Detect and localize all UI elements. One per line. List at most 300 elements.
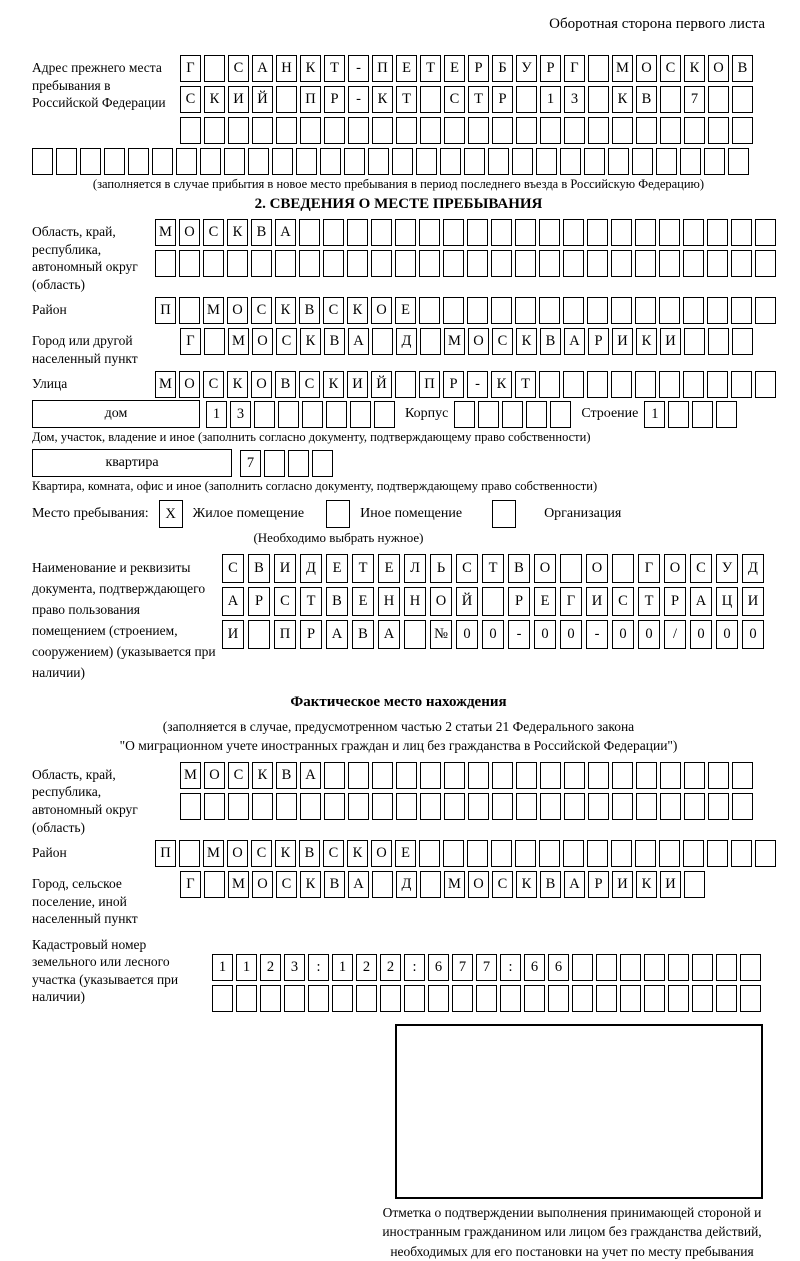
char-box[interactable] [395, 371, 416, 398]
char-box[interactable] [516, 762, 537, 789]
char-box[interactable] [228, 117, 249, 144]
char-box[interactable]: 1 [206, 401, 227, 428]
char-box[interactable]: О [204, 762, 225, 789]
char-box[interactable]: С [323, 840, 344, 867]
char-box[interactable] [443, 840, 464, 867]
char-box[interactable] [420, 762, 441, 789]
char-box[interactable]: 7 [240, 450, 261, 477]
char-box[interactable]: М [203, 297, 224, 324]
char-box[interactable]: Т [324, 55, 345, 82]
char-box[interactable]: О [468, 328, 489, 355]
char-box[interactable] [248, 148, 269, 175]
char-box[interactable]: Д [396, 871, 417, 898]
char-box[interactable] [419, 250, 440, 277]
char-box[interactable]: Р [248, 587, 270, 616]
char-box[interactable]: О [468, 871, 489, 898]
char-box[interactable] [203, 250, 224, 277]
char-box[interactable] [684, 762, 705, 789]
char-box[interactable]: В [326, 587, 348, 616]
char-box[interactable]: К [684, 55, 705, 82]
char-box[interactable] [323, 250, 344, 277]
char-box[interactable] [276, 117, 297, 144]
char-box[interactable]: П [274, 620, 296, 649]
char-box[interactable] [708, 86, 729, 113]
char-box[interactable]: О [586, 554, 608, 583]
char-box[interactable] [155, 250, 176, 277]
char-box[interactable]: В [299, 297, 320, 324]
char-box[interactable] [755, 840, 776, 867]
char-box[interactable]: Е [396, 55, 417, 82]
char-box[interactable]: 0 [534, 620, 556, 649]
char-box[interactable]: Р [324, 86, 345, 113]
char-box[interactable]: А [222, 587, 244, 616]
char-box[interactable]: М [155, 371, 176, 398]
char-box[interactable]: С [299, 371, 320, 398]
char-box[interactable]: Ц [716, 587, 738, 616]
char-box[interactable] [347, 250, 368, 277]
char-box[interactable] [344, 148, 365, 175]
char-box[interactable] [372, 871, 393, 898]
char-box[interactable] [278, 401, 299, 428]
char-box[interactable] [587, 297, 608, 324]
char-box[interactable] [347, 219, 368, 246]
char-box[interactable] [428, 985, 449, 1012]
char-box[interactable]: С [690, 554, 712, 583]
char-box[interactable]: К [372, 86, 393, 113]
char-box[interactable] [380, 985, 401, 1012]
char-box[interactable] [683, 219, 704, 246]
char-box[interactable]: К [636, 328, 657, 355]
char-box[interactable]: С [612, 587, 634, 616]
char-box[interactable] [419, 840, 440, 867]
char-box[interactable] [275, 250, 296, 277]
char-box[interactable]: С [492, 871, 513, 898]
char-box[interactable] [371, 219, 392, 246]
char-box[interactable]: К [300, 328, 321, 355]
char-box[interactable]: О [636, 55, 657, 82]
char-box[interactable]: Н [378, 587, 400, 616]
char-box[interactable] [636, 762, 657, 789]
char-box[interactable] [312, 450, 333, 477]
char-box[interactable] [540, 762, 561, 789]
char-box[interactable]: В [324, 328, 345, 355]
char-box[interactable] [707, 219, 728, 246]
char-box[interactable] [248, 620, 270, 649]
char-box[interactable]: Е [352, 587, 374, 616]
char-box[interactable]: К [300, 55, 321, 82]
char-box[interactable]: М [155, 219, 176, 246]
char-box[interactable] [731, 250, 752, 277]
char-box[interactable] [204, 117, 225, 144]
char-box[interactable] [611, 250, 632, 277]
char-box[interactable]: В [636, 86, 657, 113]
char-box[interactable] [302, 401, 323, 428]
char-box[interactable] [348, 762, 369, 789]
char-box[interactable]: О [430, 587, 452, 616]
char-box[interactable] [755, 371, 776, 398]
char-box[interactable]: 7 [684, 86, 705, 113]
char-box[interactable] [515, 219, 536, 246]
char-box[interactable]: : [500, 954, 521, 981]
char-box[interactable] [374, 401, 395, 428]
char-box[interactable]: К [491, 371, 512, 398]
char-box[interactable] [587, 371, 608, 398]
char-box[interactable]: - [348, 55, 369, 82]
char-box[interactable] [632, 148, 653, 175]
char-box[interactable]: М [444, 871, 465, 898]
char-box[interactable]: С [456, 554, 478, 583]
char-box[interactable] [492, 793, 513, 820]
char-box[interactable]: Р [588, 871, 609, 898]
char-box[interactable]: Г [180, 871, 201, 898]
char-box[interactable]: К [300, 871, 321, 898]
char-box[interactable]: О [252, 328, 273, 355]
char-box[interactable] [635, 297, 656, 324]
char-box[interactable] [491, 250, 512, 277]
char-box[interactable]: Г [638, 554, 660, 583]
char-box[interactable] [660, 86, 681, 113]
char-box[interactable]: 1 [644, 401, 665, 428]
char-box[interactable]: П [155, 297, 176, 324]
char-box[interactable]: 7 [476, 954, 497, 981]
char-box[interactable] [668, 985, 689, 1012]
char-box[interactable]: С [660, 55, 681, 82]
char-box[interactable]: В [251, 219, 272, 246]
char-box[interactable] [368, 148, 389, 175]
char-box[interactable] [620, 985, 641, 1012]
char-box[interactable] [395, 219, 416, 246]
char-box[interactable]: Т [482, 554, 504, 583]
char-box[interactable] [563, 250, 584, 277]
char-box[interactable] [200, 148, 221, 175]
char-box[interactable]: П [155, 840, 176, 867]
char-box[interactable]: Т [468, 86, 489, 113]
char-box[interactable] [443, 297, 464, 324]
char-box[interactable] [716, 954, 737, 981]
char-box[interactable] [323, 219, 344, 246]
checkbox-inoe[interactable] [326, 500, 350, 528]
char-box[interactable] [350, 401, 371, 428]
char-box[interactable] [491, 840, 512, 867]
char-box[interactable] [467, 840, 488, 867]
char-box[interactable]: К [516, 871, 537, 898]
char-box[interactable] [179, 840, 200, 867]
char-box[interactable] [755, 219, 776, 246]
char-box[interactable]: О [371, 297, 392, 324]
char-box[interactable]: К [323, 371, 344, 398]
char-box[interactable] [611, 219, 632, 246]
char-box[interactable]: Б [492, 55, 513, 82]
char-box[interactable] [707, 371, 728, 398]
char-box[interactable] [419, 219, 440, 246]
char-box[interactable]: С [274, 587, 296, 616]
char-box[interactable] [716, 401, 737, 428]
char-box[interactable] [454, 401, 475, 428]
char-box[interactable] [548, 985, 569, 1012]
char-box[interactable]: 1 [236, 954, 257, 981]
char-box[interactable]: Д [742, 554, 764, 583]
char-box[interactable]: Д [396, 328, 417, 355]
char-box[interactable] [539, 250, 560, 277]
char-box[interactable]: Е [378, 554, 400, 583]
char-box[interactable] [308, 985, 329, 1012]
char-box[interactable] [416, 148, 437, 175]
char-box[interactable]: С [251, 297, 272, 324]
char-box[interactable]: К [227, 371, 248, 398]
char-box[interactable] [252, 117, 273, 144]
char-box[interactable] [680, 148, 701, 175]
char-box[interactable] [635, 371, 656, 398]
char-box[interactable]: О [227, 840, 248, 867]
char-box[interactable] [276, 86, 297, 113]
char-box[interactable]: В [732, 55, 753, 82]
char-box[interactable] [732, 762, 753, 789]
char-box[interactable] [320, 148, 341, 175]
char-box[interactable] [179, 250, 200, 277]
char-box[interactable]: О [227, 297, 248, 324]
char-box[interactable] [684, 871, 705, 898]
char-box[interactable] [732, 117, 753, 144]
char-box[interactable] [356, 985, 377, 1012]
char-box[interactable] [478, 401, 499, 428]
char-box[interactable]: С [203, 219, 224, 246]
char-box[interactable] [612, 762, 633, 789]
char-box[interactable] [516, 793, 537, 820]
char-box[interactable] [660, 762, 681, 789]
char-box[interactable] [540, 793, 561, 820]
char-box[interactable]: : [404, 954, 425, 981]
char-box[interactable] [512, 148, 533, 175]
char-box[interactable]: У [716, 554, 738, 583]
char-box[interactable] [587, 840, 608, 867]
char-box[interactable]: А [300, 762, 321, 789]
char-box[interactable] [596, 985, 617, 1012]
char-box[interactable] [636, 117, 657, 144]
char-box[interactable] [452, 985, 473, 1012]
char-box[interactable] [252, 793, 273, 820]
char-box[interactable]: Й [371, 371, 392, 398]
char-box[interactable] [467, 219, 488, 246]
char-box[interactable]: В [275, 371, 296, 398]
char-box[interactable] [755, 250, 776, 277]
char-box[interactable]: Г [560, 587, 582, 616]
char-box[interactable]: В [248, 554, 270, 583]
char-box[interactable]: 3 [284, 954, 305, 981]
char-box[interactable] [683, 371, 704, 398]
char-box[interactable] [659, 840, 680, 867]
char-box[interactable]: 7 [452, 954, 473, 981]
char-box[interactable]: 3 [564, 86, 585, 113]
char-box[interactable] [550, 401, 571, 428]
char-box[interactable]: И [612, 328, 633, 355]
char-box[interactable]: 2 [380, 954, 401, 981]
char-box[interactable] [588, 55, 609, 82]
char-box[interactable] [564, 793, 585, 820]
char-box[interactable] [468, 793, 489, 820]
char-box[interactable]: С [276, 871, 297, 898]
char-box[interactable]: С [276, 328, 297, 355]
char-box[interactable] [524, 985, 545, 1012]
char-box[interactable]: О [534, 554, 556, 583]
char-box[interactable]: О [371, 840, 392, 867]
char-box[interactable] [444, 793, 465, 820]
char-box[interactable] [260, 985, 281, 1012]
char-box[interactable] [636, 793, 657, 820]
char-box[interactable] [692, 401, 713, 428]
char-box[interactable]: - [586, 620, 608, 649]
char-box[interactable]: Г [564, 55, 585, 82]
char-box[interactable] [539, 297, 560, 324]
char-box[interactable]: 0 [482, 620, 504, 649]
char-box[interactable]: А [326, 620, 348, 649]
char-box[interactable] [444, 117, 465, 144]
char-box[interactable]: П [419, 371, 440, 398]
char-box[interactable] [464, 148, 485, 175]
char-box[interactable] [299, 219, 320, 246]
char-box[interactable]: 0 [716, 620, 738, 649]
char-box[interactable] [707, 297, 728, 324]
char-box[interactable] [540, 117, 561, 144]
char-box[interactable] [596, 954, 617, 981]
char-box[interactable] [468, 762, 489, 789]
char-box[interactable]: М [612, 55, 633, 82]
char-box[interactable] [659, 297, 680, 324]
char-box[interactable] [296, 148, 317, 175]
char-box[interactable] [731, 219, 752, 246]
char-box[interactable] [526, 401, 547, 428]
char-box[interactable]: Р [492, 86, 513, 113]
char-box[interactable]: К [227, 219, 248, 246]
char-box[interactable]: Е [395, 297, 416, 324]
char-box[interactable]: К [516, 328, 537, 355]
char-box[interactable]: О [252, 871, 273, 898]
char-box[interactable]: Н [404, 587, 426, 616]
char-box[interactable] [404, 985, 425, 1012]
char-box[interactable] [80, 148, 101, 175]
char-box[interactable]: Т [300, 587, 322, 616]
char-box[interactable]: 2 [356, 954, 377, 981]
char-box[interactable]: - [467, 371, 488, 398]
char-box[interactable]: 1 [540, 86, 561, 113]
char-box[interactable]: 0 [638, 620, 660, 649]
char-box[interactable]: И [586, 587, 608, 616]
char-box[interactable] [707, 840, 728, 867]
char-box[interactable]: Л [404, 554, 426, 583]
char-box[interactable] [660, 117, 681, 144]
char-box[interactable] [572, 954, 593, 981]
char-box[interactable]: И [660, 871, 681, 898]
char-box[interactable]: Г [180, 328, 201, 355]
char-box[interactable] [656, 148, 677, 175]
char-box[interactable]: К [252, 762, 273, 789]
char-box[interactable] [324, 117, 345, 144]
checkbox-zhiloe[interactable]: X [159, 500, 183, 528]
char-box[interactable]: А [348, 328, 369, 355]
char-box[interactable] [644, 985, 665, 1012]
char-box[interactable] [572, 985, 593, 1012]
char-box[interactable] [236, 985, 257, 1012]
char-box[interactable] [755, 297, 776, 324]
char-box[interactable]: Р [300, 620, 322, 649]
char-box[interactable] [611, 371, 632, 398]
char-box[interactable]: С [222, 554, 244, 583]
char-box[interactable] [539, 840, 560, 867]
char-box[interactable] [500, 985, 521, 1012]
char-box[interactable]: П [300, 86, 321, 113]
char-box[interactable] [467, 297, 488, 324]
char-box[interactable] [515, 840, 536, 867]
char-box[interactable]: У [516, 55, 537, 82]
char-box[interactable] [476, 985, 497, 1012]
char-box[interactable]: В [540, 871, 561, 898]
char-box[interactable] [227, 250, 248, 277]
char-box[interactable]: Т [420, 55, 441, 82]
char-box[interactable] [588, 117, 609, 144]
char-box[interactable] [420, 328, 441, 355]
char-box[interactable] [668, 401, 689, 428]
char-box[interactable]: М [180, 762, 201, 789]
char-box[interactable]: А [690, 587, 712, 616]
char-box[interactable]: С [444, 86, 465, 113]
char-box[interactable]: К [347, 297, 368, 324]
char-box[interactable] [444, 762, 465, 789]
char-box[interactable] [563, 840, 584, 867]
char-box[interactable] [732, 328, 753, 355]
char-box[interactable] [563, 371, 584, 398]
char-box[interactable] [516, 117, 537, 144]
char-box[interactable] [587, 219, 608, 246]
char-box[interactable] [32, 148, 53, 175]
char-box[interactable] [660, 793, 681, 820]
char-box[interactable]: № [430, 620, 452, 649]
char-box[interactable]: 3 [230, 401, 251, 428]
char-box[interactable]: В [508, 554, 530, 583]
char-box[interactable] [635, 840, 656, 867]
char-box[interactable] [326, 401, 347, 428]
char-box[interactable] [564, 762, 585, 789]
char-box[interactable]: А [275, 219, 296, 246]
char-box[interactable] [332, 985, 353, 1012]
char-box[interactable] [372, 762, 393, 789]
char-box[interactable]: М [444, 328, 465, 355]
char-box[interactable]: В [324, 871, 345, 898]
char-box[interactable] [288, 450, 309, 477]
char-box[interactable]: М [203, 840, 224, 867]
char-box[interactable]: О [179, 371, 200, 398]
char-box[interactable] [564, 117, 585, 144]
char-box[interactable]: А [564, 871, 585, 898]
char-box[interactable] [516, 86, 537, 113]
char-box[interactable] [716, 985, 737, 1012]
char-box[interactable] [300, 117, 321, 144]
char-box[interactable] [612, 117, 633, 144]
char-box[interactable] [404, 620, 426, 649]
char-box[interactable] [539, 371, 560, 398]
char-box[interactable]: Ь [430, 554, 452, 583]
char-box[interactable]: К [275, 297, 296, 324]
char-box[interactable] [272, 148, 293, 175]
char-box[interactable] [396, 793, 417, 820]
char-box[interactable] [588, 86, 609, 113]
char-box[interactable] [372, 328, 393, 355]
char-box[interactable] [152, 148, 173, 175]
char-box[interactable]: В [352, 620, 374, 649]
char-box[interactable] [708, 328, 729, 355]
char-box[interactable] [264, 450, 285, 477]
char-box[interactable] [731, 840, 752, 867]
char-box[interactable] [492, 117, 513, 144]
char-box[interactable]: С [251, 840, 272, 867]
